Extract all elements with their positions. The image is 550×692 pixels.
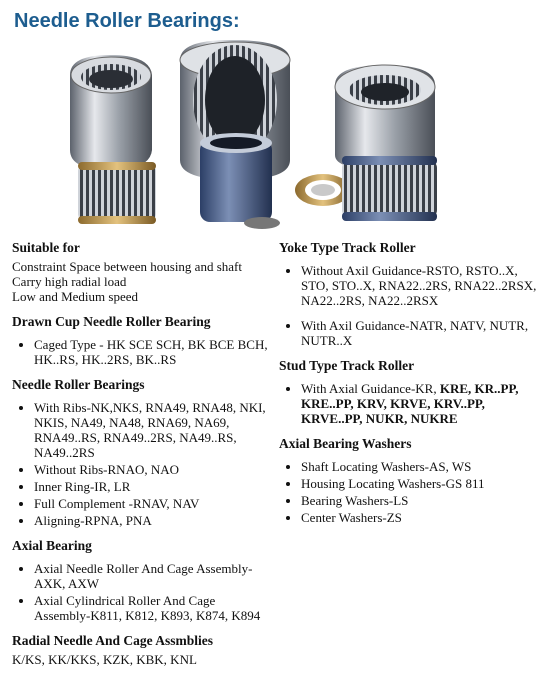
text-line: Carry high radial load <box>12 274 127 289</box>
list-item: • Aligning-RPNA, PNA <box>34 513 274 528</box>
bullet-list <box>279 381 541 426</box>
section-axial-washers <box>279 436 541 525</box>
drawn-cup-bearing <box>70 55 152 170</box>
section-suitable-for <box>12 240 274 304</box>
section-heading: Stud Type Track Roller <box>279 358 415 373</box>
section-heading: Yoke Type Track Roller <box>279 240 416 255</box>
left-column <box>12 240 274 667</box>
list-item: • With Ribs-NK,NKS, RNA49, RNA48, NKI, NKIS, NA49, NA48, RNA69, NA69, RNA49..RS, RNA49..2RS, NA49..RS, NA49..2RS <box>34 400 274 460</box>
needle-cage-assembly <box>78 162 156 224</box>
section-needle-roller <box>12 377 274 528</box>
section-heading: Axial Bearing Washers <box>279 436 412 451</box>
section-radial-needle <box>12 633 274 667</box>
page-title: Needle Roller Bearings: <box>14 10 240 32</box>
section-heading: Suitable for <box>12 240 80 255</box>
text-line: K/KS, KK/KKS, KZK, KBK, KNL <box>12 652 197 667</box>
section-heading: Drawn Cup Needle Roller Bearing <box>12 314 211 329</box>
track-roller-bearing <box>335 65 435 170</box>
text-line: Low and Medium speed <box>12 289 139 304</box>
list-item: • Bearing Washers-LS <box>301 493 541 508</box>
bullet-list <box>12 400 274 528</box>
bullet-list <box>12 337 274 367</box>
list-item: • Housing Locating Washers-GS 811 <box>301 476 541 491</box>
section-drawn-cup <box>12 314 274 367</box>
cage-assembly-right <box>342 156 437 221</box>
list-item: • Inner Ring-IR, LR <box>34 479 274 494</box>
section-axial-bearing <box>12 538 274 623</box>
list-item: • Center Washers-ZS <box>301 510 541 525</box>
stud-bold-models: KRE, KR..PP, KRE..PP, KRV, KRVE, KRV..PP, KRVE..PP, NUKR, NUKRE <box>301 381 519 426</box>
section-heading: Needle Roller Bearings <box>12 377 145 392</box>
section-heading: Axial Bearing <box>12 538 92 553</box>
list-item: • Axial Cylindrical Roller And Cage Assembly-K811, K812, K893, K874, K894 <box>34 593 274 623</box>
list-item: • With Axil Guidance-NATR, NATV, NUTR, NUTR..X <box>301 318 541 348</box>
bearings-photo <box>40 40 520 230</box>
list-item: • Axial Needle Roller And Cage Assembly-AXK, AXW <box>34 561 274 591</box>
section-yoke-type <box>279 240 541 348</box>
list-item: • Without Axil Guidance-RSTO, RSTO..X, STO, STO..X, RNA22..2RS, RNA22..2RSX, NA22..2RS, NA22..2RSX <box>301 263 541 308</box>
list-item: • Full Complement -RNAV, NAV <box>34 496 274 511</box>
inner-ring <box>200 133 272 222</box>
text-line: Constraint Space between housing and shaft <box>12 259 242 274</box>
list-item: • Shaft Locating Washers-AS, WS <box>301 459 541 474</box>
bullet-list <box>279 459 541 525</box>
stud-prefix: With Axial Guidance-KR, <box>301 381 440 396</box>
list-item: • Caged Type - HK SCE SCH, BK BCE BCH, HK..RS, HK..2RS, BK..RS <box>34 337 274 367</box>
section-heading: Radial Needle And Cage Assmblies <box>12 633 214 648</box>
bullet-list <box>279 263 541 348</box>
right-column <box>279 240 541 535</box>
bullet-list <box>12 561 274 623</box>
list-item: • Without Ribs-RNAO, NAO <box>34 462 274 477</box>
section-stud-type <box>279 358 541 426</box>
list-item <box>301 381 541 426</box>
